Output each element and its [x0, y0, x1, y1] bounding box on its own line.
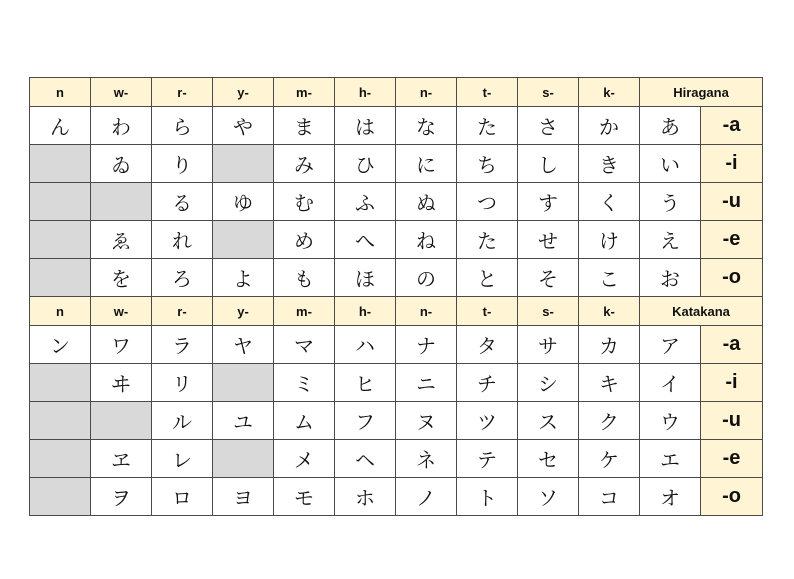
- kana-cell: シ: [518, 364, 579, 402]
- kana-cell: れ: [152, 221, 213, 259]
- kana-cell: ソ: [518, 478, 579, 516]
- kana-cell: き: [579, 145, 640, 183]
- kana-row: [30, 183, 763, 221]
- kana-cell: ミ: [274, 364, 335, 402]
- vowel-label: -i: [701, 364, 763, 402]
- kana-cell: リ: [152, 364, 213, 402]
- kana-cell: ぬ: [396, 183, 457, 221]
- kana-cell: ヰ: [91, 364, 152, 402]
- kana-row: [30, 326, 763, 364]
- empty-cell: [91, 402, 152, 440]
- consonant-header: m-: [274, 78, 335, 107]
- kana-cell: わ: [91, 107, 152, 145]
- kana-cell: ア: [640, 326, 701, 364]
- consonant-header: n-: [396, 297, 457, 326]
- kana-cell: ね: [396, 221, 457, 259]
- kana-cell: う: [640, 183, 701, 221]
- kana-cell: ン: [30, 326, 91, 364]
- kana-cell: タ: [457, 326, 518, 364]
- section-title: Hiragana: [640, 78, 763, 107]
- kana-row: [30, 440, 763, 478]
- kana-cell: る: [152, 183, 213, 221]
- vowel-label: -u: [701, 402, 763, 440]
- kana-cell: テ: [457, 440, 518, 478]
- kana-cell: ホ: [335, 478, 396, 516]
- kana-cell: メ: [274, 440, 335, 478]
- kana-cell: ろ: [152, 259, 213, 297]
- kana-cell: ヨ: [213, 478, 274, 516]
- kana-cell: す: [518, 183, 579, 221]
- kana-cell: む: [274, 183, 335, 221]
- kana-cell: ヒ: [335, 364, 396, 402]
- consonant-header: n: [30, 297, 91, 326]
- kana-cell: さ: [518, 107, 579, 145]
- kana-cell: モ: [274, 478, 335, 516]
- empty-cell: [30, 364, 91, 402]
- kana-cell: ス: [518, 402, 579, 440]
- kana-cell: こ: [579, 259, 640, 297]
- vowel-label: -a: [701, 107, 763, 145]
- kana-row: [30, 145, 763, 183]
- consonant-header: r-: [152, 297, 213, 326]
- kana-cell: く: [579, 183, 640, 221]
- kana-cell: も: [274, 259, 335, 297]
- kana-cell: ヲ: [91, 478, 152, 516]
- kana-cell: し: [518, 145, 579, 183]
- kana-cell: オ: [640, 478, 701, 516]
- kana-cell: イ: [640, 364, 701, 402]
- consonant-header: t-: [457, 78, 518, 107]
- header-row-hiragana: [30, 78, 763, 107]
- kana-cell: ほ: [335, 259, 396, 297]
- empty-cell: [30, 183, 91, 221]
- section-title: Katakana: [640, 297, 763, 326]
- kana-table: [29, 77, 763, 516]
- consonant-header: y-: [213, 297, 274, 326]
- kana-cell: や: [213, 107, 274, 145]
- kana-cell: ロ: [152, 478, 213, 516]
- kana-cell: な: [396, 107, 457, 145]
- empty-cell: [30, 145, 91, 183]
- kana-cell: め: [274, 221, 335, 259]
- consonant-header: w-: [91, 78, 152, 107]
- kana-cell: コ: [579, 478, 640, 516]
- kana-row: [30, 107, 763, 145]
- kana-cell: え: [640, 221, 701, 259]
- kana-cell: ゆ: [213, 183, 274, 221]
- consonant-header: t-: [457, 297, 518, 326]
- kana-cell: フ: [335, 402, 396, 440]
- kana-cell: ん: [30, 107, 91, 145]
- kana-cell: ち: [457, 145, 518, 183]
- kana-cell: ノ: [396, 478, 457, 516]
- kana-cell: お: [640, 259, 701, 297]
- kana-cell: ま: [274, 107, 335, 145]
- kana-cell: セ: [518, 440, 579, 478]
- consonant-header: r-: [152, 78, 213, 107]
- consonant-header: k-: [579, 297, 640, 326]
- kana-cell: へ: [335, 221, 396, 259]
- empty-cell: [213, 364, 274, 402]
- kana-cell: ヌ: [396, 402, 457, 440]
- kana-cell: ニ: [396, 364, 457, 402]
- kana-cell: ヤ: [213, 326, 274, 364]
- kana-cell: サ: [518, 326, 579, 364]
- kana-cell: ツ: [457, 402, 518, 440]
- kana-cell: は: [335, 107, 396, 145]
- consonant-header: s-: [518, 297, 579, 326]
- kana-cell: ラ: [152, 326, 213, 364]
- kana-cell: た: [457, 221, 518, 259]
- vowel-label: -a: [701, 326, 763, 364]
- empty-cell: [213, 221, 274, 259]
- empty-cell: [30, 478, 91, 516]
- kana-cell: ハ: [335, 326, 396, 364]
- header-row-katakana: [30, 297, 763, 326]
- kana-cell: か: [579, 107, 640, 145]
- kana-cell: チ: [457, 364, 518, 402]
- kana-cell: ゐ: [91, 145, 152, 183]
- kana-cell: い: [640, 145, 701, 183]
- kana-cell: マ: [274, 326, 335, 364]
- kana-cell: ク: [579, 402, 640, 440]
- kana-cell: エ: [640, 440, 701, 478]
- kana-cell: ゑ: [91, 221, 152, 259]
- kana-cell: あ: [640, 107, 701, 145]
- kana-row: [30, 221, 763, 259]
- kana-cell: つ: [457, 183, 518, 221]
- kana-cell: ケ: [579, 440, 640, 478]
- vowel-label: -e: [701, 221, 763, 259]
- kana-cell: た: [457, 107, 518, 145]
- kana-cell: カ: [579, 326, 640, 364]
- kana-cell: せ: [518, 221, 579, 259]
- kana-cell: け: [579, 221, 640, 259]
- kana-cell: よ: [213, 259, 274, 297]
- kana-cell: と: [457, 259, 518, 297]
- empty-cell: [30, 221, 91, 259]
- consonant-header: w-: [91, 297, 152, 326]
- kana-cell: ヱ: [91, 440, 152, 478]
- kana-row: [30, 478, 763, 516]
- consonant-header: n: [30, 78, 91, 107]
- kana-cell: ひ: [335, 145, 396, 183]
- vowel-label: -o: [701, 478, 763, 516]
- kana-cell: ワ: [91, 326, 152, 364]
- consonant-header: n-: [396, 78, 457, 107]
- kana-cell: ル: [152, 402, 213, 440]
- kana-cell: キ: [579, 364, 640, 402]
- empty-cell: [30, 259, 91, 297]
- empty-cell: [213, 440, 274, 478]
- kana-cell: に: [396, 145, 457, 183]
- empty-cell: [30, 440, 91, 478]
- consonant-header: k-: [579, 78, 640, 107]
- kana-row: [30, 259, 763, 297]
- empty-cell: [213, 145, 274, 183]
- kana-row: [30, 364, 763, 402]
- kana-cell: み: [274, 145, 335, 183]
- consonant-header: h-: [335, 297, 396, 326]
- empty-cell: [30, 402, 91, 440]
- consonant-header: s-: [518, 78, 579, 107]
- kana-cell: ウ: [640, 402, 701, 440]
- kana-cell: ト: [457, 478, 518, 516]
- kana-cell: の: [396, 259, 457, 297]
- kana-cell: り: [152, 145, 213, 183]
- kana-cell: ユ: [213, 402, 274, 440]
- vowel-label: -i: [701, 145, 763, 183]
- vowel-label: -u: [701, 183, 763, 221]
- kana-cell: そ: [518, 259, 579, 297]
- empty-cell: [91, 183, 152, 221]
- kana-cell: を: [91, 259, 152, 297]
- kana-cell: レ: [152, 440, 213, 478]
- kana-row: [30, 402, 763, 440]
- kana-cell: ネ: [396, 440, 457, 478]
- consonant-header: y-: [213, 78, 274, 107]
- kana-cell: ナ: [396, 326, 457, 364]
- consonant-header: m-: [274, 297, 335, 326]
- vowel-label: -e: [701, 440, 763, 478]
- kana-cell: ヘ: [335, 440, 396, 478]
- consonant-header: h-: [335, 78, 396, 107]
- kana-cell: ム: [274, 402, 335, 440]
- vowel-label: -o: [701, 259, 763, 297]
- kana-cell: ふ: [335, 183, 396, 221]
- kana-cell: ら: [152, 107, 213, 145]
